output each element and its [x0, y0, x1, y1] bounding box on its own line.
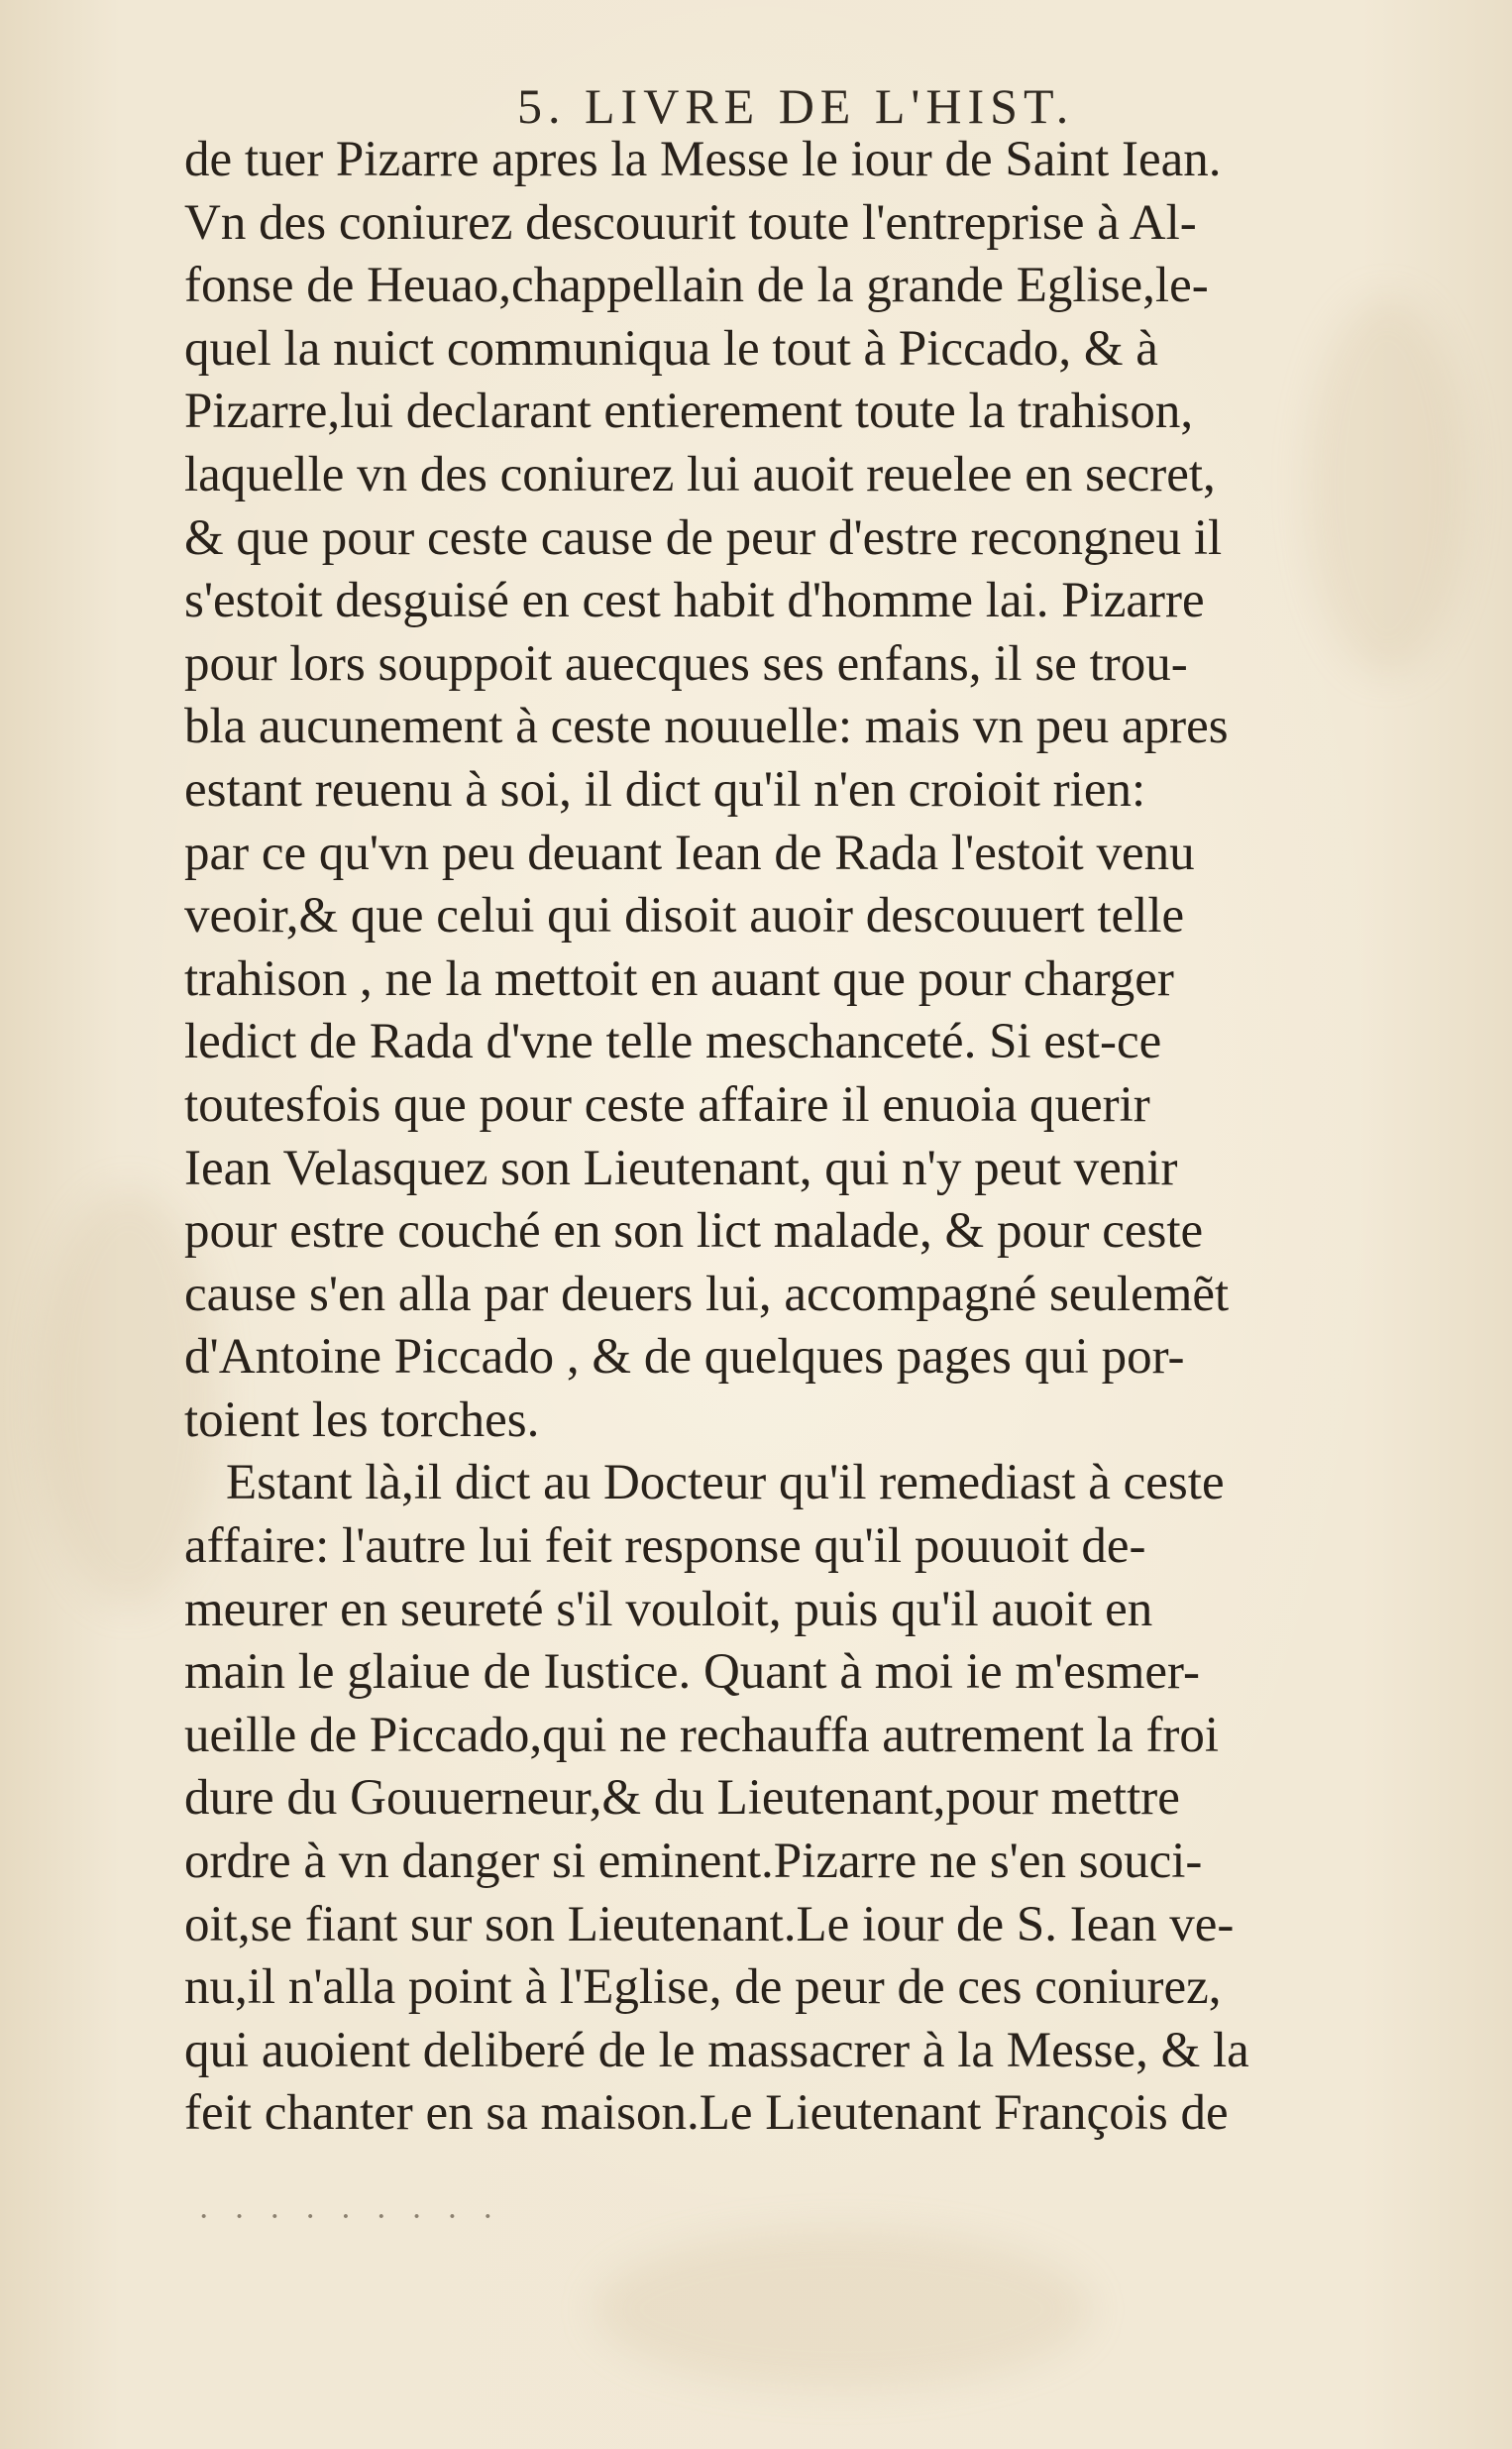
- bleed-through-marks: · · · · · · · · ·: [198, 2198, 501, 2235]
- text-line: qui auoient deliberé de le massacrer à la Messe, & la: [184, 2022, 1249, 2078]
- text-line: Pizarre,lui declarant entierement toute la trahison,: [184, 384, 1194, 440]
- running-head: 5. LIVRE DE L'HIST.: [517, 78, 1075, 134]
- text-line: pour lors souppoit auecques ses enfans, il se trou-: [184, 635, 1188, 692]
- text-line: bla aucunement à ceste nouuelle: mais vn peu apres: [184, 699, 1229, 755]
- text-line: meurer en seureté s'il vouloit, puis qu'il auoit en: [184, 1581, 1153, 1637]
- text-line: main le glaiue de Iustice. Quant à moi ie m'esmer-: [184, 1644, 1200, 1701]
- text-line: ordre à vn danger si eminent.Pizarre ne s'en souci-: [184, 1834, 1203, 1890]
- paper-stain: [594, 2230, 1090, 2389]
- text-line: oit,se fiant sur son Lieutenant.Le iour de S. Iean ve-: [184, 1896, 1235, 1952]
- text-line: par ce qu'vn peu deuant Iean de Rada l'estoit venu: [184, 825, 1195, 881]
- text-line: de tuer Pizarre apres la Messe le iour de Saint Iean.: [184, 132, 1222, 187]
- text-line: nu,il n'alla point à l'Eglise, de peur de ces coniurez,: [184, 1959, 1222, 2016]
- text-line: toutesfois que pour ceste affaire il enuoia querir: [184, 1076, 1150, 1133]
- text-line: s'estoit desguisé en cest habit d'homme lai. Pizarre: [184, 573, 1205, 629]
- text-line: Iean Velasquez son Lieutenant, qui n'y peut venir: [184, 1140, 1178, 1196]
- text-line: affaire: l'autre lui feit response qu'il pouuoit de-: [184, 1518, 1146, 1575]
- text-line: Vn des coniurez descouurit toute l'entreprise à Al-: [184, 194, 1197, 251]
- text-line: ueille de Piccado,qui ne rechauffa autrement la froi: [184, 1707, 1220, 1763]
- text-line: ledict de Rada d'vne telle meschanceté. Si est-ce: [184, 1014, 1162, 1070]
- text-line: trahison , ne la mettoit en auant que pour charger: [184, 950, 1174, 1007]
- text-line: toient les torches.: [184, 1391, 540, 1448]
- text-line: cause s'en alla par deuers lui, accompagné seulemẽt: [184, 1266, 1230, 1322]
- text-line: pour estre couché en son lict malade, & pour ceste: [184, 1203, 1204, 1260]
- text-line: d'Antoine Piccado , & de quelques pages qui por-: [184, 1329, 1185, 1386]
- text-line: & que pour ceste cause de peur d'estre recongneu il: [184, 509, 1223, 566]
- text-line: feit chanter en sa maison.Le Lieutenant François de: [184, 2085, 1229, 2142]
- text-line: dure du Gouuerneur,& du Lieutenant,pour mettre: [184, 1770, 1180, 1827]
- text-line: estant reuenu à soi, il dict qu'il n'en croioit rien:: [184, 761, 1146, 818]
- paragraph-start-line: Estant là,il dict au Docteur qu'il remediast à ceste: [226, 1455, 1225, 1511]
- text-line: laquelle vn des coniurez lui auoit reuelee en secret,: [184, 446, 1216, 502]
- text-line: veoir,& que celui qui disoit auoir descouuert telle: [184, 888, 1185, 945]
- text-line: quel la nuict communiqua le tout à Piccado, & à: [184, 320, 1158, 377]
- text-line: fonse de Heuao,chappellain de la grande Eglise,le-: [184, 258, 1209, 314]
- body-text: [184, 129, 1395, 2146]
